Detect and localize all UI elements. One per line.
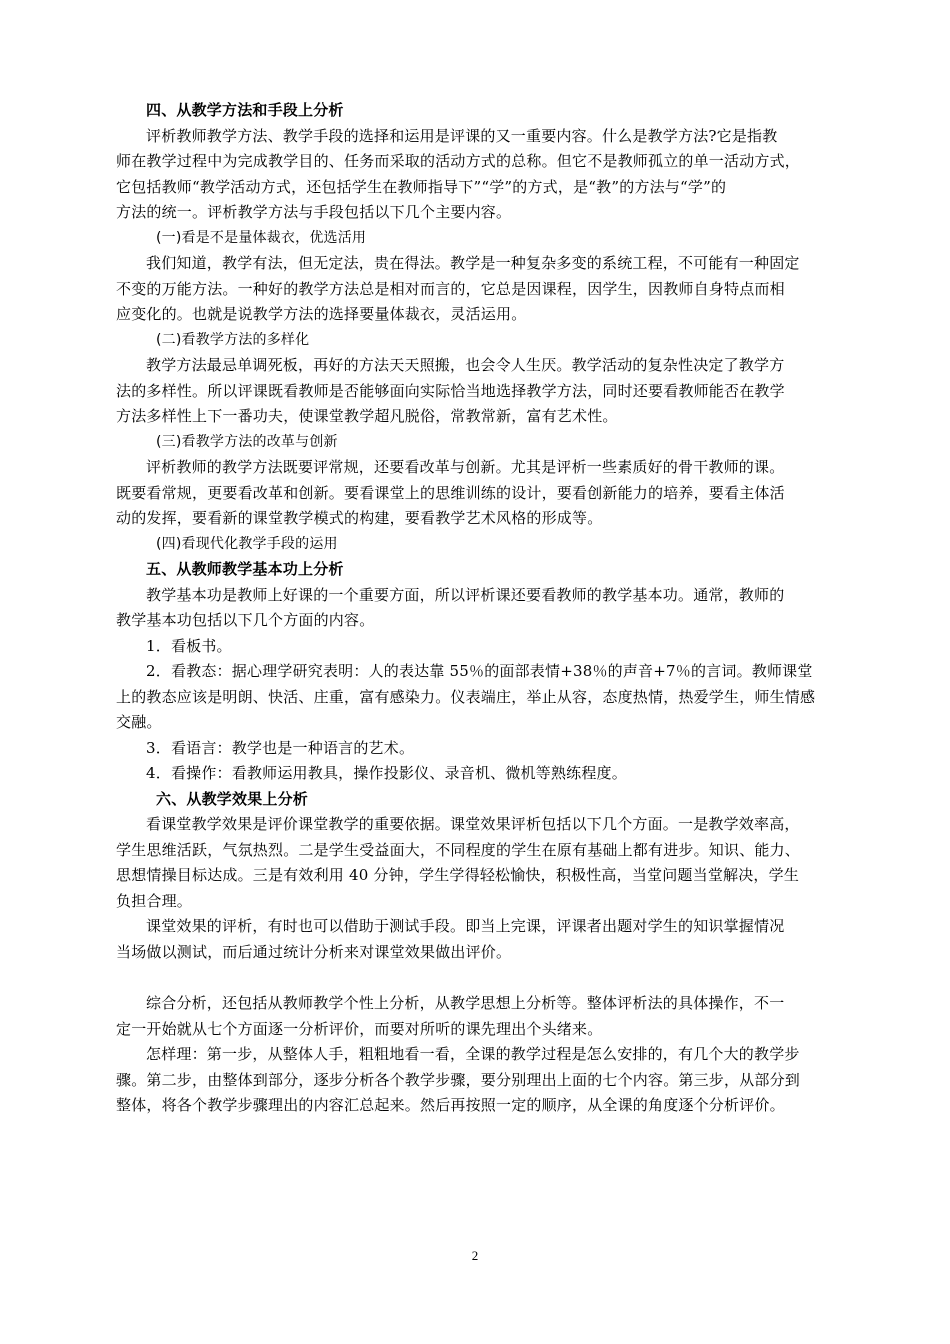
paragraph-line: 课堂效果的评析，有时也可以借助于测试手段。即当上完课，评课者出题对学生的知识掌握情况 <box>146 917 785 935</box>
list-item: 4．看操作：看教师运用教具，操作投影仪、录音机、微机等熟练程度。 <box>146 764 627 782</box>
paragraph-line: 教学基本功包括以下几个方面的内容。 <box>116 611 375 629</box>
paragraph-line: 不变的万能方法。一种好的教学方法总是相对而言的，它总是因课程，因学生，因教师自身特点而相 <box>116 279 785 298</box>
paragraph-line: 评析教师的教学方法既要评常规，还要看改革与创新。尤其是评析一些素质好的骨干教师的课。 <box>146 458 785 476</box>
paragraph-line: 综合分析，还包括从教师教学个性上分析，从教学思想上分析等。整体评析法的具体操作，不一 <box>146 994 785 1012</box>
paragraph-line: 整体，将各个教学步骤理出的内容汇总起来。然后再按照一定的顺序，从全课的角度逐个分析评价。 <box>116 1096 785 1114</box>
paragraph-line: 评析教师教学方法、教学手段的选择和运用是评课的又一重要内容。什么是教学方法?它是指教 <box>146 126 778 145</box>
paragraph-line: 法的多样性。所以评课既看教师是否能够面向实际恰当地选择教学方法，同时还要看教师能否在教学 <box>116 381 785 400</box>
document-body <box>116 98 840 1119</box>
paragraph-line: 应变化的。也就是说教学方法的选择要量体裁衣，灵活运用。 <box>116 305 527 323</box>
paragraph-line: 当场做以测试，而后通过统计分析来对课堂效果做出评价。 <box>116 942 512 961</box>
section-heading-6: 六、从教学效果上分析 <box>156 789 309 808</box>
paragraph-line: 方法多样性上下一番功夫，使课堂教学超凡脱俗，常教常新，富有艺术性。 <box>116 407 618 425</box>
paragraph-line: 定一开始就从七个方面逐一分析评价，而要对所听的课先理出个头绪来。 <box>116 1019 603 1038</box>
paragraph-line: 负担合理。 <box>116 891 193 910</box>
paragraph-line: 它包括教师“教学活动方式，还包括学生在教师指导下”“学”的方式，是“教”的方法与“学”的 <box>116 177 727 196</box>
paragraph-line: 方法的统一。评析教学方法与手段包括以下几个主要内容。 <box>116 203 512 221</box>
list-item: 1．看板书。 <box>146 636 232 655</box>
subheading-2: (二)看教学方法的多样化 <box>156 331 310 348</box>
subheading-4: (四)看现代化教学手段的运用 <box>156 535 338 552</box>
paragraph-line: 师在教学过程中为完成教学目的、任务而采取的活动方式的总称。但它不是教师孤立的单一活动方式， <box>116 152 801 170</box>
paragraph-line: 交融。 <box>116 713 162 731</box>
page-number: 2 <box>471 1248 479 1263</box>
paragraph-line: 我们知道，教学有法，但无定法，贵在得法。教学是一种复杂多变的系统工程，不可能有一种固定 <box>146 254 800 272</box>
paragraph-line: 动的发挥，要看新的课堂教学模式的构建，要看教学艺术风格的形成等。 <box>116 509 603 527</box>
list-item: 3．看语言：教学也是一种语言的艺术。 <box>146 738 415 757</box>
paragraph-line: 看课堂教学效果是评价课堂教学的重要依据。课堂效果评析包括以下几个方面。一是教学效率高， <box>146 815 800 833</box>
paragraph-line: 思想情操目标达成。三是有效利用 40 分钟，学生学得轻松愉快，积极性高，当堂问题当堂解决，学生 <box>116 866 800 884</box>
paragraph-line: 骤。第二步，由整体到部分，逐步分析各个教学步骤，要分别理出上面的七个内容。第三步，从部分到 <box>116 1070 801 1089</box>
list-item: 2．看教态：据心理学研究表明：人的表达靠 55％的面部表情+38％的声音+7％的言词。教师课堂 <box>146 662 813 680</box>
paragraph-line: 学生思维活跃，气氛热烈。二是学生受益面大，不同程度的学生在原有基础上都有进步。知识、能力、 <box>116 840 801 859</box>
paragraph-line: 上的教态应该是明朗、快活、庄重，富有感染力。仪表端庄，举止从容，态度热情，热爱学生，师生情感 <box>116 687 816 706</box>
paragraph-line: 既要看常规，更要看改革和创新。要看课堂上的思维训练的设计，要看创新能力的培养，要看主体活 <box>116 483 785 502</box>
subheading-1: (一)看是不是量体裁衣，优选活用 <box>156 229 367 246</box>
paragraph-line: 教学基本功是教师上好课的一个重要方面，所以评析课还要看教师的教学基本功。通常，教师的 <box>146 585 785 604</box>
paragraph-gap <box>116 965 840 991</box>
section-heading-5: 五、从教师教学基本功上分析 <box>146 560 344 578</box>
subheading-3: (三)看教学方法的改革与创新 <box>156 433 338 450</box>
paragraph-line: 教学方法最忌单调死板，再好的方法天天照搬，也会令人生厌。教学活动的复杂性决定了教学方 <box>146 356 785 374</box>
section-heading-4: 四、从教学方法和手段上分析 <box>146 101 344 119</box>
paragraph-line: 怎样理：第一步，从整体人手，粗粗地看一看，全课的教学过程是怎么安排的，有几个大的教学步 <box>146 1045 800 1063</box>
